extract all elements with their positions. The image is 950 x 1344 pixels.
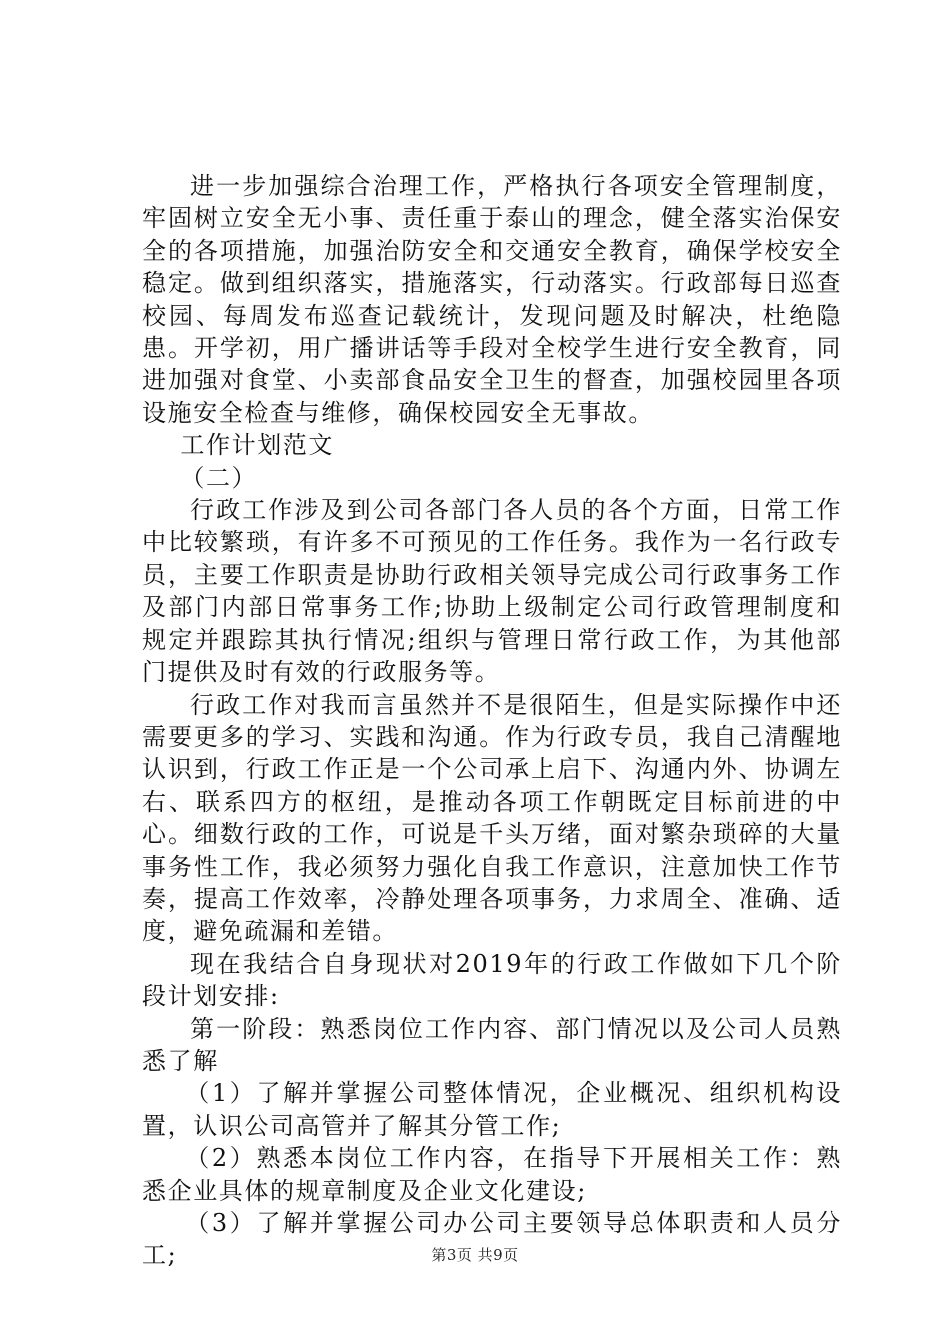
section-number: （二） bbox=[180, 463, 258, 492]
paragraph-stage-one: 第一阶段：熟悉岗位工作内容、部门情况以及公司人员熟悉了解 bbox=[142, 1014, 842, 1075]
page-number-footer: 第3页 共9页 bbox=[431, 1246, 519, 1264]
list-item-2: （2）熟悉本岗位工作内容，在指导下开展相关工作：熟悉企业具体的规章制度及企业文化建设; bbox=[142, 1144, 842, 1205]
paragraph-admin-reflection: 行政工作对我而言虽然并不是很陌生，但是实际操作中还需要更多的学习、实践和沟通。作为行政专员，我自己清醒地认识到，行政工作正是一个公司承上启下、沟通内外、协调左右、联系四方的枢纽，是推动各项工作朝既定目标前进的中心。细数行政的工作，可说是千头万绪，面对繁杂琐碎的大量事务性工作，我必须努力强化自我工作意识，注意加快工作节奏，提高工作效率，冷静处理各项事务，力求周全、准确、适度，避免疏漏和差错。 bbox=[142, 690, 842, 946]
paragraph-plan-intro: 现在我结合自身现状对2019年的行政工作做如下几个阶段计划安排: bbox=[142, 949, 842, 1011]
section-title: 工作计划范文 bbox=[180, 431, 334, 460]
list-item-1: （1）了解并掌握公司整体情况，企业概况、组织机构设置，认识公司高管并了解其分管工作; bbox=[142, 1079, 842, 1140]
list-item-3: （3）了解并掌握公司办公司主要领导总体职责和人员分工; bbox=[142, 1209, 842, 1270]
document-body bbox=[142, 170, 842, 1272]
paragraph-admin-duties: 行政工作涉及到公司各部门各人员的各个方面，日常工作中比较繁琐，有许多不可预见的工作任务。我作为一名行政专员，主要工作职责是协助行政相关领导完成公司行政事务工作及部门内部日常事务工作;协助上级制定公司行政管理制度和规定并跟踪其执行情况;组织与管理日常行政工作，为其他部门提供及时有效的行政服务等。 bbox=[142, 496, 842, 687]
paragraph-safety-management: 进一步加强综合治理工作，严格执行各项安全管理制度，牢固树立安全无小事、责任重于泰山的理念，健全落实治保安全的各项措施，加强治防安全和交通安全教育，确保学校安全稳定。做到组织落实，措施落实，行动落实。行政部每日巡查校园、每周发布巡查记载统计，发现问题及时解决，杜绝隐患。开学初，用广播讲话等手段对全校学生进行安全教育，同进加强对食堂、小卖部食品安全卫生的督查，加强校园里各项设施安全检查与维修，确保校园安全无事故。 bbox=[142, 172, 842, 427]
